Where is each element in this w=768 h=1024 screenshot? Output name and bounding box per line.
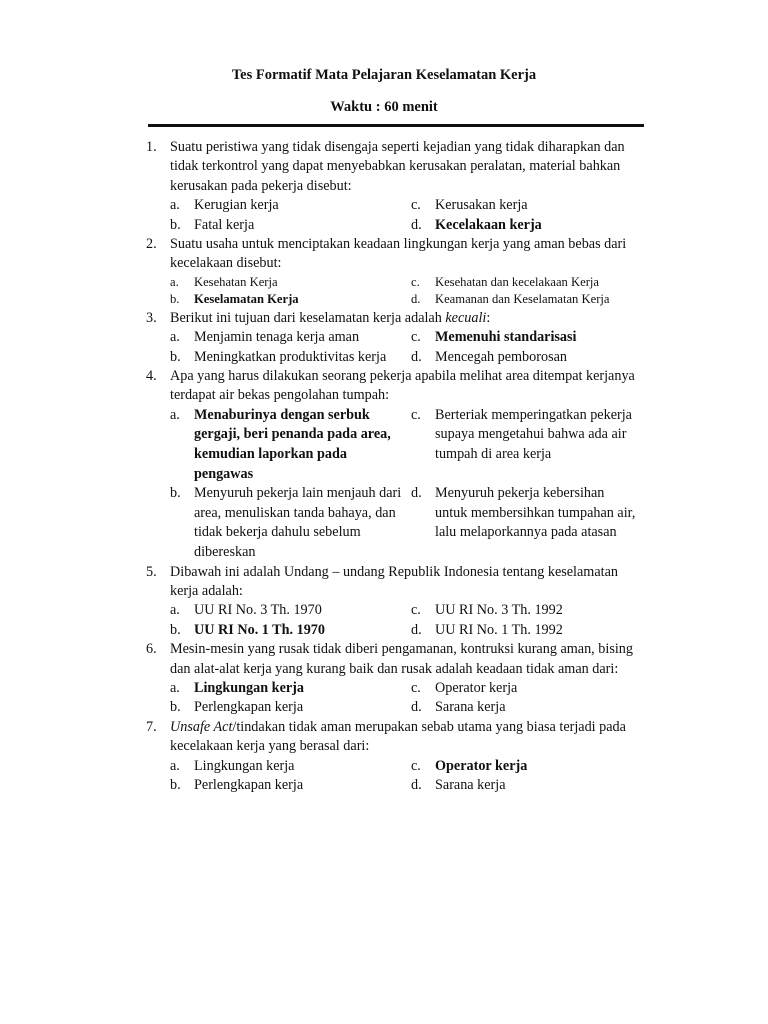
- option-list: [170, 406, 646, 563]
- option-b-answer[interactable]: b. UU RI No. 1 Th. 1970: [170, 621, 325, 638]
- question-text: Apa yang harus dilakukan seorang pekerja apabila melihat area ditempat kerjanya terdapat air bekas pengolahan tumpah:: [170, 368, 635, 404]
- option-d[interactable]: d. Keamanan dan Keselamatan Kerja: [411, 292, 610, 307]
- document-title: Tes Formatif Mata Pelajaran Keselamatan Kerja: [231, 67, 537, 83]
- question-text: Berikut ini tujuan dari keselamatan kerja adalah kecuali:: [170, 309, 491, 326]
- question-number: 5.: [146, 563, 157, 580]
- option-a-answer[interactable]: a. Lingkungan kerja: [170, 680, 304, 697]
- option-d[interactable]: d. Mencegah pemborosan: [411, 348, 567, 365]
- option-a[interactable]: a. Lingkungan kerja: [170, 757, 295, 774]
- option-c[interactable]: c. Operator kerja: [411, 680, 518, 697]
- question-2: [146, 235, 646, 309]
- option-c-answer[interactable]: c. Operator kerja: [411, 757, 528, 774]
- question-number: 4.: [146, 368, 157, 385]
- option-a[interactable]: a. Menjamin tenaga kerja aman: [170, 329, 360, 346]
- option-c[interactable]: c. UU RI No. 3 Th. 1992: [411, 602, 563, 619]
- question-7: [146, 718, 646, 796]
- time-limit: Waktu : 60 menit: [330, 99, 438, 115]
- question-text: Suatu usaha untuk menciptakan keadaan lingkungan kerja yang aman bebas dari kecelakaan disebut:: [170, 236, 627, 272]
- option-b[interactable]: b. Perlengkapan kerja: [170, 777, 304, 794]
- header-rule: [148, 124, 644, 127]
- option-d-answer[interactable]: d. Kecelakaan kerja: [411, 216, 542, 233]
- option-list: [170, 757, 646, 796]
- option-c[interactable]: c. Berteriak memperingatkan pekerja supaya mengetahui bahwa ada air tumpah di area kerja: [411, 406, 632, 463]
- question-number: 7.: [146, 718, 157, 735]
- question-text: Dibawah ini adalah Undang – undang Republik Indonesia tentang keselamatan kerja adalah:: [170, 563, 618, 600]
- question-number: 2.: [146, 236, 157, 253]
- question-number: 6.: [146, 641, 157, 658]
- question-number: 1.: [146, 139, 157, 155]
- emphasis: Unsafe Act: [170, 718, 233, 735]
- question-3: [146, 309, 646, 367]
- option-list: [170, 601, 646, 640]
- option-a-answer[interactable]: a. Menaburinya dengan serbuk gergaji, beri penanda pada area, kemudian laporkan pada pengawas: [170, 406, 391, 482]
- question-6: [146, 640, 646, 718]
- option-b[interactable]: b. Meningkatkan produktivitas kerja: [170, 348, 387, 365]
- option-c[interactable]: c. Kesehatan dan kecelakaan Kerja: [411, 274, 599, 289]
- option-a[interactable]: a. Kesehatan Kerja: [170, 274, 278, 289]
- option-list: [170, 328, 646, 367]
- question-text: Mesin-mesin yang rusak tidak diberi pengamanan, kontruksi kurang aman, bising dan alat-alat kerja yang kurang baik dan rusak adalah keadaan tidak aman dari:: [170, 641, 633, 677]
- option-list: [170, 679, 646, 718]
- option-d[interactable]: d. Menyuruh pekerja kebersihan untuk membersihkan tumpahan air, lalu melaporkannya pada atasan: [411, 485, 636, 541]
- option-a[interactable]: a. Kerugian kerja: [170, 197, 279, 214]
- option-b[interactable]: b. Fatal kerja: [170, 216, 255, 233]
- question-5: [146, 563, 646, 641]
- question-1: [146, 138, 646, 235]
- option-d[interactable]: d. UU RI No. 1 Th. 1992: [411, 621, 563, 638]
- option-b-answer[interactable]: b. Keselamatan Kerja: [170, 292, 299, 307]
- option-c-answer[interactable]: c. Memenuhi standarisasi: [411, 329, 577, 346]
- question-list: [146, 138, 646, 796]
- option-a[interactable]: a. UU RI No. 3 Th. 1970: [170, 602, 322, 619]
- question-4: [146, 367, 646, 563]
- question-text: Unsafe Act/tindakan tidak aman merupakan sebab utama yang biasa terjadi pada kecelakaan kerja yang berasal dari:: [170, 718, 626, 755]
- option-b[interactable]: b. Perlengkapan kerja: [170, 699, 304, 716]
- option-d[interactable]: d. Sarana kerja: [411, 777, 506, 794]
- emphasis: kecuali: [445, 309, 487, 326]
- option-c[interactable]: c. Kerusakan kerja: [411, 197, 528, 214]
- question-number: 3.: [146, 309, 157, 326]
- question-text: Suatu peristiwa yang tidak disengaja seperti kejadian yang tidak diharapkan dan tidak terkontrol yang dapat menyebabkan kerusakan peralatan, material bahkan kerusakan pada pekerja disebut:: [170, 139, 625, 194]
- option-d[interactable]: d. Sarana kerja: [411, 699, 506, 716]
- option-b[interactable]: b. Menyuruh pekerja lain menjauh dari area, menuliskan tanda bahaya, dan tidak bekerja dahulu sebelum dibereskan: [170, 485, 402, 561]
- option-list: [170, 274, 646, 309]
- option-list: [170, 196, 646, 235]
